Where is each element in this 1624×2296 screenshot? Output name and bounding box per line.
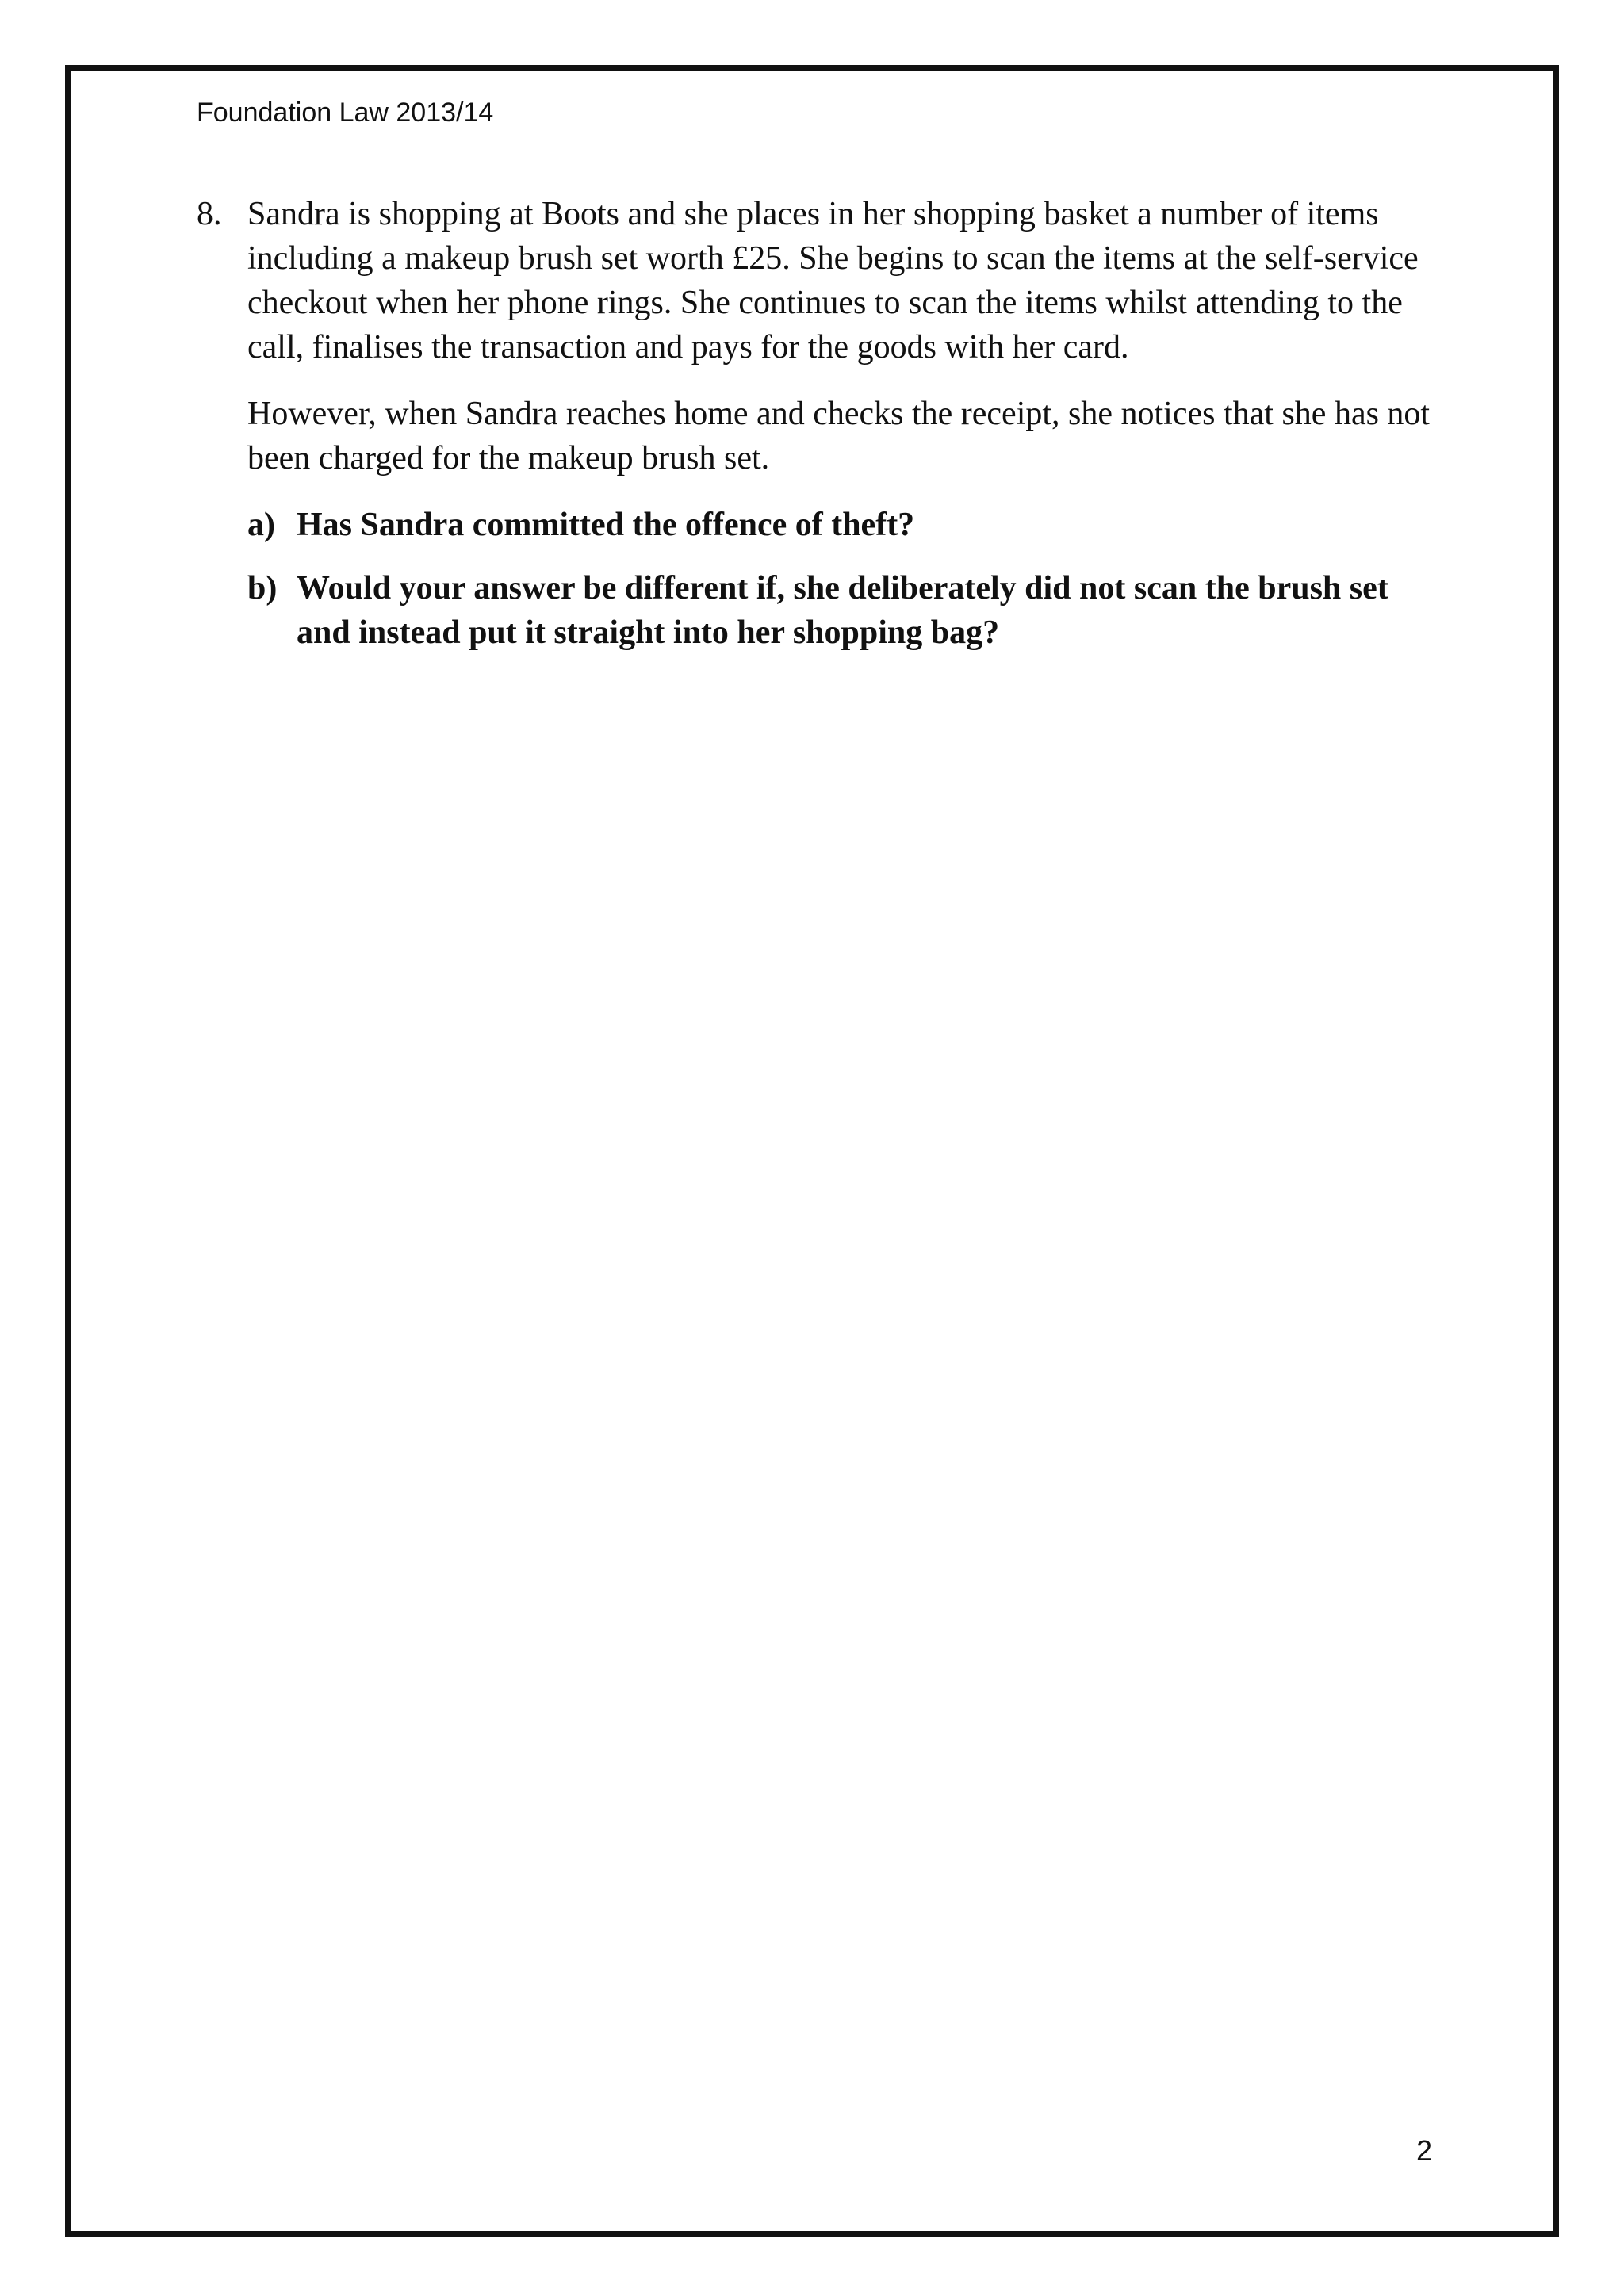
- sub-question-text: Has Sandra committed the offence of theft?: [297, 507, 915, 543]
- sub-question-label: b): [247, 570, 278, 607]
- question-number: 8.: [197, 196, 222, 232]
- sub-question-text: Would your answer be different if, she deliberately did not scan the brush set and instead put it straight into her shopping bag?: [297, 570, 1388, 651]
- running-header: Foundation Law 2013/14: [197, 98, 494, 128]
- page-number: 2: [1416, 2134, 1433, 2167]
- sub-question-a: [247, 503, 1434, 547]
- question-8: [197, 192, 1434, 674]
- sub-question-label: a): [247, 507, 275, 543]
- scenario-paragraph: However, when Sandra reaches home and checks the receipt, she notices that she has not been charged for the makeup brush set.: [247, 396, 1431, 476]
- sub-question-b: [247, 566, 1434, 655]
- scenario-paragraph: Sandra is shopping at Boots and she places in her shopping basket a number of items including a makeup brush set worth £25. She begins to scan the items at the self-service checkout when her phone rings. She continues to scan the items whilst attending to the call, finalises the transaction and pays for the goods with her card.: [247, 196, 1419, 365]
- question-body: [247, 192, 1434, 655]
